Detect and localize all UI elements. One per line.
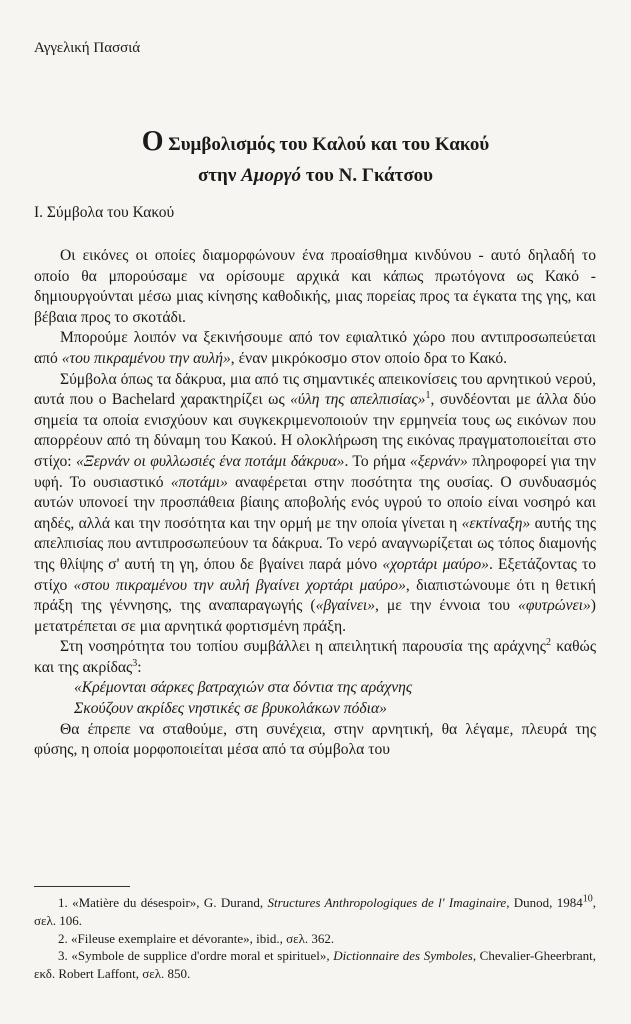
footnote: 2. «Fileuse exemplaire et dévorante», ibid., σελ. 362. bbox=[58, 930, 335, 946]
paragraph: Μπορούμε λοιπόν να ξεκινήσουμε από τον εφιαλτικό χώρο που αντιπροσωπεύεται από «του πικραμένου την αυλή», έναν μικρόκοσμο στον οποίο δρα το Κακό. bbox=[34, 329, 596, 367]
section-heading: Ι. Σύμβολα του Κακού bbox=[34, 204, 175, 221]
paragraph: Οι εικόνες οι οποίες διαμορφώνουν ένα προαίσθημα κινδύνου - αυτό δηλαδή το οποίο θα μπορούσαμε να ορίσουμε αρχικά και κάπως πρωτόγονα ως Κακό - δημιουργούνται μέσω μιας κίνησης καθοδικής, μιας πορείας προς τα έγκατα της γης, και βέβαια προς το σκοτάδι. bbox=[34, 247, 596, 326]
verse-quote bbox=[34, 678, 596, 719]
paragraph: Σύμβολα όπως τα δάκρυα, μια από τις σημαντικές απεικονίσεις του αρνητικού νερού, αυτά που ο Bachelard χαρακτηρίζει ως «ύλη της απελπισίας»$^1$, συνδέονται με άλλα δύο σημεία τα οποία ενισχύουν και συγκεκριμενοποιούν την ερμηνεία τους ως εικόνων που απορρέουν από τη δύναμη του Κακού. Η ολοκλήρωση της εικόνας πραγματοποιείται στο στίχο: «Ξερνάν οι φυλλωσιές ένα ποτάμι δάκρυα». Το ρήμα «ξερνάν» πληροφορεί για την υφή. Το ουσιαστικό «ποτάμι» αναφέρεται στην ποσότητα της ουσίας. Ο συνδυασμός αυτών υπονοεί την προσπάθεια βίαιης αποβολής ενός υγρού το οποίο είναι νοσηρό και αηδές, αλλά και την ποσότητα και την ορμή με την οποία γίνεται η «εκτίναξη» αυτής της απελπισίας που αντιπροσωπεύουν τα δάκρυα. Το νερό αναγνωρίζεται ως τόπος διαμονής της θλίψης σ' αυτή τη γη, όπου δε βγαίνει παρά μόνο «χορτάρι μαύρο». Εξετάζοντας το στίχο «στου πικραμένου την αυλή βγαίνει χορτάρι μαύρο», διαπιστώνουμε ότι η θετική πράξη της γέννησης, της αναπαραγωγής («βγαίνει», με την έννοια του «φυτρώνει») μετατρέπεται σε μια αρνητικά φορτισμένη πράξη. bbox=[34, 370, 597, 635]
paragraph: Θα έπρεπε να σταθούμε, στη συνέχεια, στην αρνητική, θα λέγαμε, πλευρά της φύσης, η οποία μορφοποιείται μέσα από τα σύμβολα του bbox=[34, 720, 596, 759]
title-italic-word: Αμοργό bbox=[241, 165, 302, 186]
footnote-ref: 1 bbox=[425, 389, 431, 401]
article-title bbox=[0, 126, 631, 191]
title-line-2: στην Αμοργό του Ν. Γκάτσου bbox=[197, 165, 434, 186]
title-first-letter: Ο bbox=[141, 126, 164, 157]
author-name: Αγγελική Πασσιά bbox=[34, 40, 141, 56]
title-line-1 bbox=[0, 126, 631, 160]
verse-line: Σκούζουν ακρίδες νηστικές σε βρυκολάκων πόδια» bbox=[74, 700, 387, 718]
footnote: 3. «Symbole de supplice d'ordre moral et spirituel», Dictionnaire des Symboles, Chevalier-Gheerbrant, εκδ. Robert Laffont, σελ. 850. bbox=[34, 948, 596, 982]
verse-line: «Κρέμονται σάρκες βατραχιών στα δόντια της αράχνης bbox=[74, 679, 413, 697]
footnote-ref: 2 bbox=[545, 637, 551, 649]
article-body bbox=[34, 246, 596, 761]
footnotes bbox=[34, 894, 596, 983]
title-line-1-text: Συμβολισμός του Καλού και του Κακού bbox=[168, 134, 490, 155]
footnote-divider bbox=[34, 886, 130, 887]
footnote: 1. «Matière du désespoir», G. Durand, Structures Anthropologiques de l' Imaginaire, Dunod, 1984$^{10}$, σελ. 106. bbox=[34, 893, 597, 928]
paragraph: Στη νοσηρότητα του τοπίου συμβάλλει η απειλητική παρουσία της αράχνης$^2$ καθώς και της ακρίδας$^3$: bbox=[34, 637, 596, 676]
footnote-ref: 3 bbox=[132, 657, 138, 669]
